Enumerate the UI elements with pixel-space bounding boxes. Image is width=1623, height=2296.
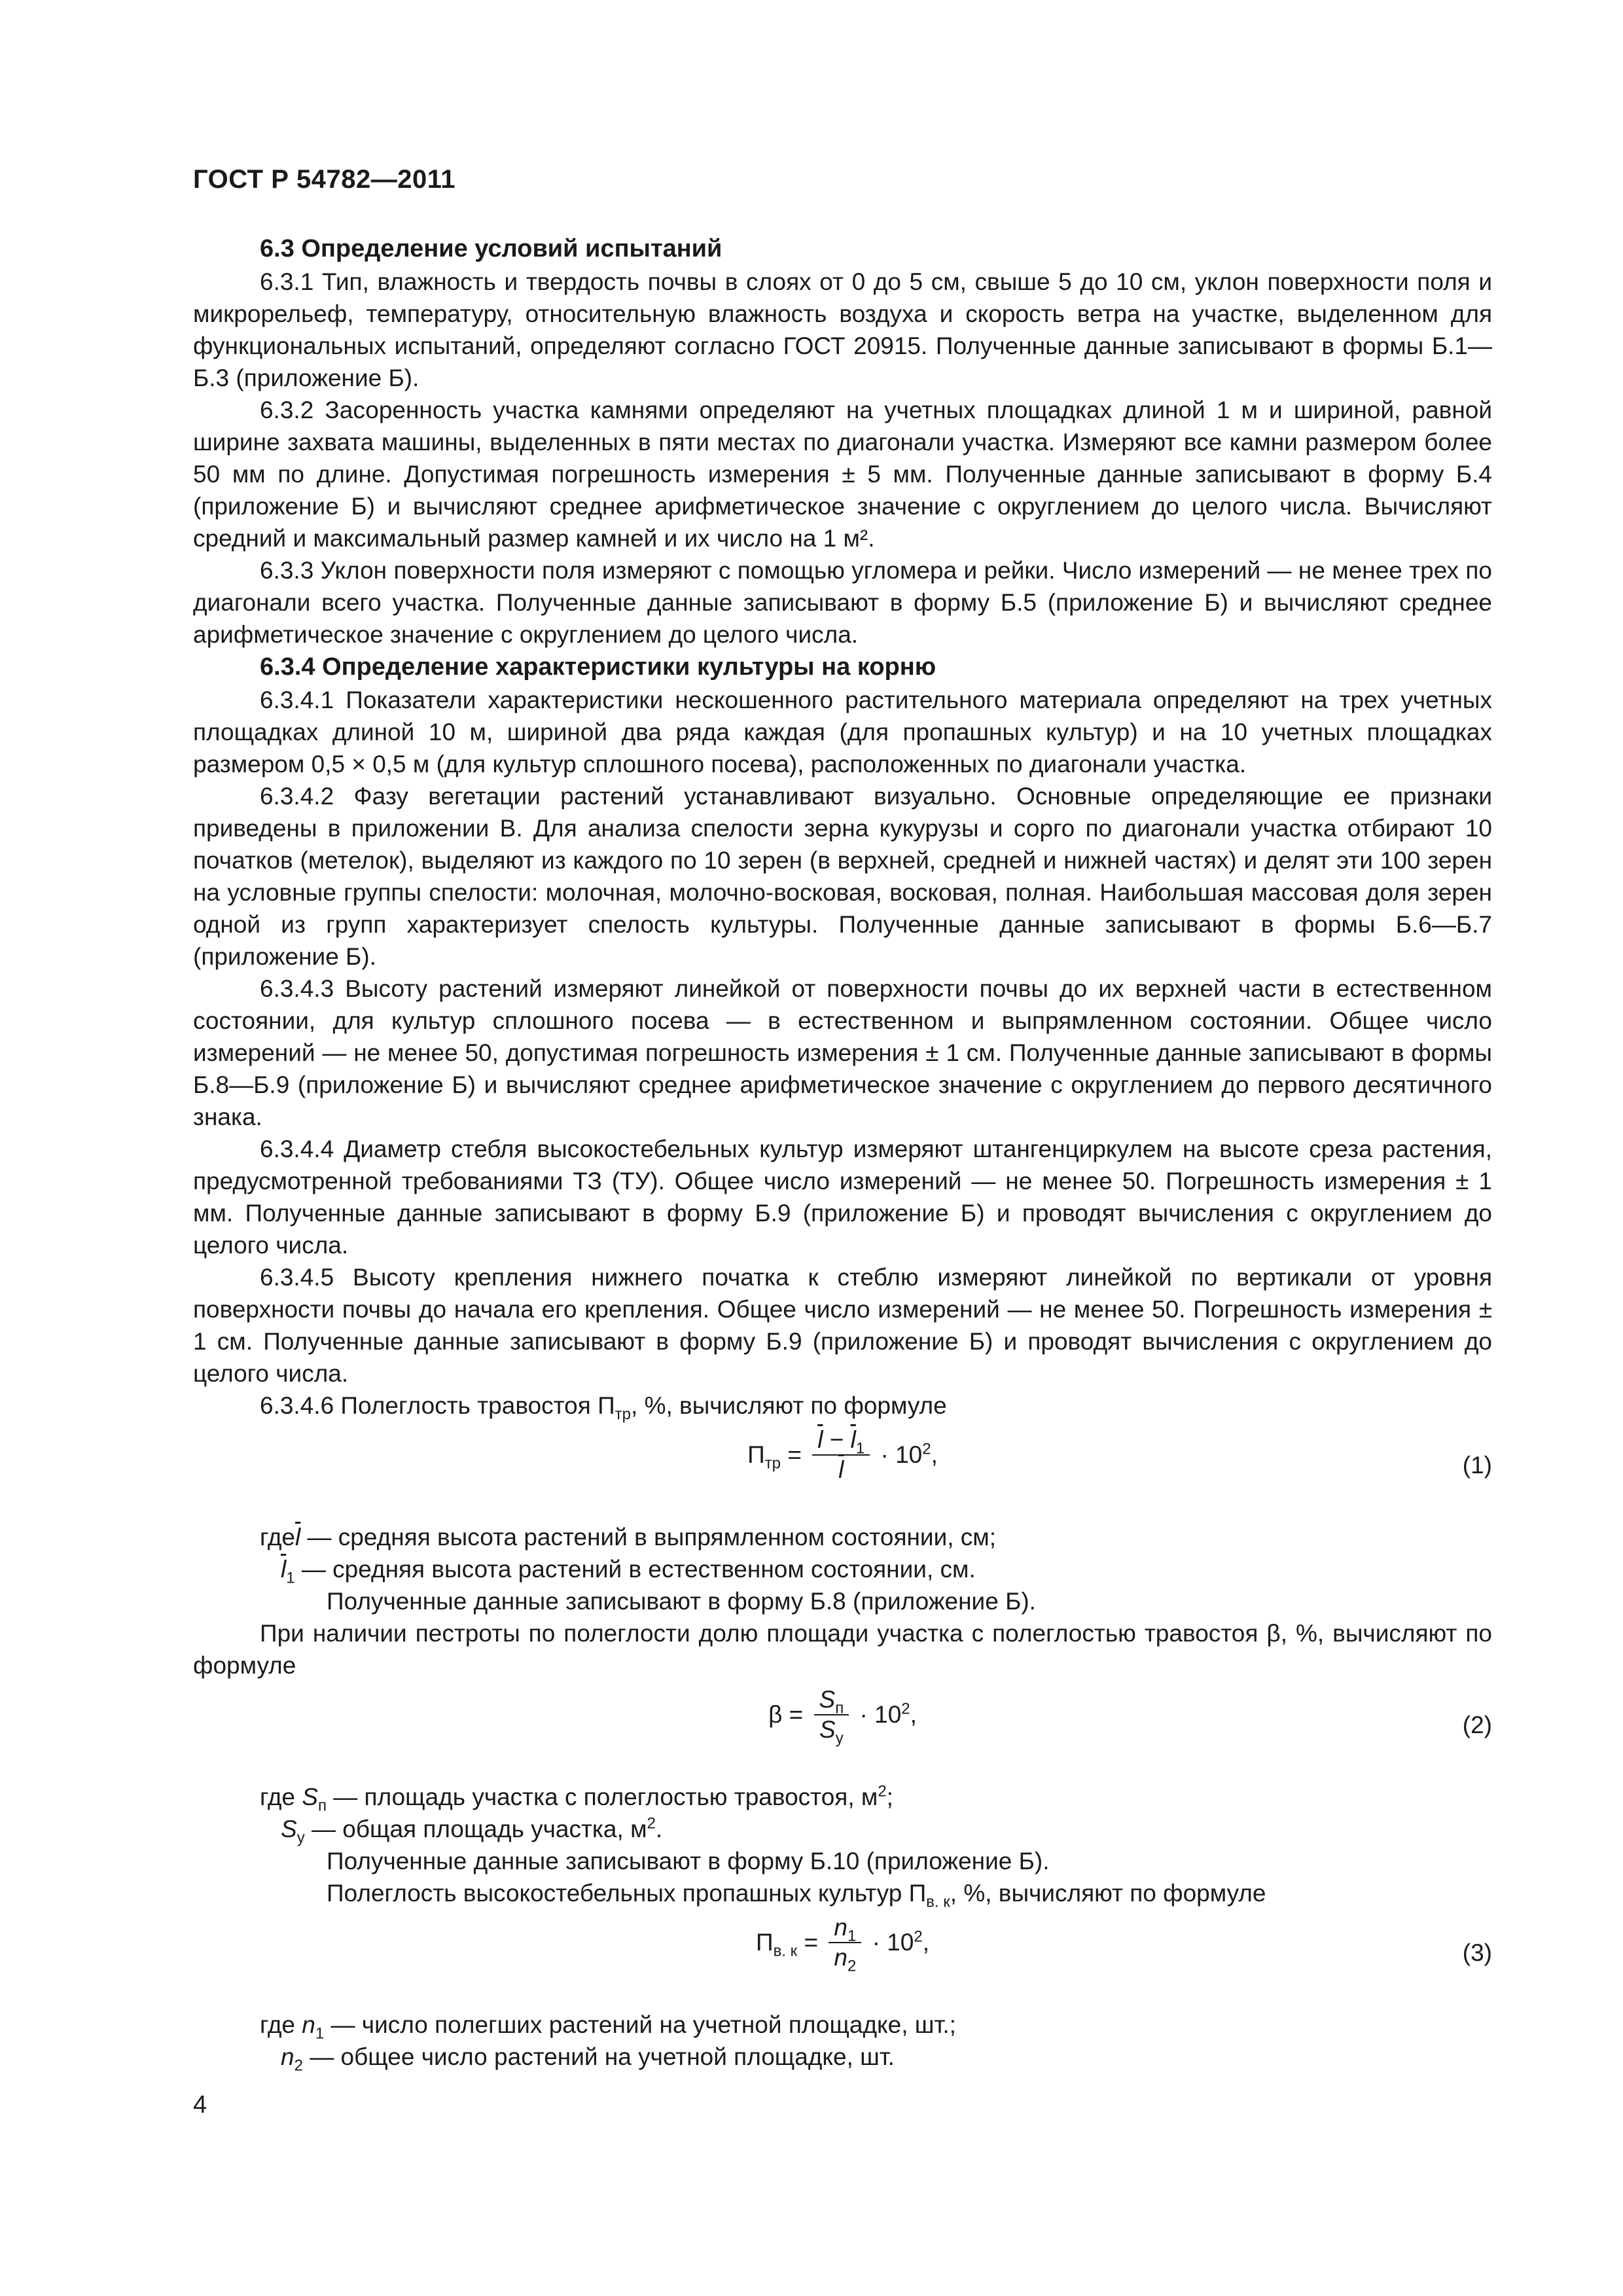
formula-3-number: (3) [1462,1939,1492,1966]
paragraph-6-3-1: 6.3.1 Тип, влажность и твердость почвы в слоях от 0 до 5 см, свыше 5 до 10 см, уклон поверхности поля и микрорельеф, температуру, относительную влажность воздуха и скорость ветра на участке, выделенном для функциональных испытаний, определяют согласно ГОСТ 20915. Полученные данные записывают в формы Б.1—Б.3 (приложение Б). [193,268,1492,391]
formula-2-fraction: $\frac{S_п}{S_у}$ [814,1685,849,1744]
paragraph-6-3-4-1: 6.3.4.1 Показатели характеристики нескошенного растительного материала определяют на трех учетных площадках длиной 10 м, шириной два ряда каждая (для пропашных культур) и на 10 учетных площадках размером 0,5 × 0,5 м (для культур сплошного посева), расположенных по диагонали участка. [193,687,1492,778]
document-body [193,232,1492,2073]
paragraph-6-3-4-5: 6.3.4.5 Высоту крепления нижнего початка к стеблю измеряют линейкой по вертикали от уровня поверхности почвы до начала его крепления. Общее число измерений — не менее 50. Погрешность измерения ± 1 см. Полученные данные записывают в форму Б.9 (приложение Б) и проводят вычисления с округлением до целого числа. [193,1264,1492,1387]
where-1-line-1: $где\overline{l}$ — средняя высота растений в выпрямленном состоянии, см; [260,1524,997,1551]
section-heading-6-3-4: 6.3.4 Определение характеристики культуры на корню [260,653,936,681]
paragraph-6-3-4-4: 6.3.4.4 Диаметр стебля высокостебельных культур измеряют штангенциркулем на высоте среза растения, предусмотренной требованиями ТЗ (ТУ). Общее число измерений — не менее 50. Погрешность измерения ± 1 мм. Полученные данные записывают в форму Б.9 (приложение Б) и проводят вычисления с округлением до целого числа. [193,1136,1492,1259]
paragraph-6-3-4-2: 6.3.4.2 Фазу вегетации растений устанавливают визуально. Основные определяющие ее признаки приведены в приложении В. Для анализа спелости зерна кукурузы и сорго по диагонали участка отбирают 10 початков (метелок), выделяют из каждого по 10 зерен (в верхней, средней и нижней частях) и делят эти 100 зерен на условные группы спелости: молочная, молочно-восковая, восковая, полная. Наибольшая массовая доля зерен одной из групп характеризует спелость культуры. Полученные данные записывают в формы Б.6—Б.7 (приложение Б). [193,783,1492,970]
formula-1-number: (1) [1462,1452,1492,1479]
where-1-note: Полученные данные записывают в форму Б.8 (приложение Б). [327,1588,1036,1615]
formula-3: $П_{в. к}$ = $\frac{n_1}{n_2}$ · $10^2$, (3) [756,1914,1492,1975]
formula-2: β = $\frac{S_п}{S_у}$ · $10^2$, (2) [768,1686,1492,1748]
formula-1-fraction: $\frac{\overline{l} - \overline{l}_1}{l}$ [812,1426,870,1484]
where-2-note: Полученные данные записывают в форму Б.10 (приложение Б). [327,1848,1050,1874]
document-code: ГОСТ Р 54782—2011 [193,165,455,194]
formula-3-intro: Полеглость высокостебельных пропашных культур $П_{в. к}$, %, вычисляют по формуле [327,1880,1266,1911]
paragraph-6-3-3: 6.3.3 Уклон поверхности поля измеряют с помощью угломера и рейки. Число измерений — не менее трех по диагонали всего участка. Полученные данные записывают в форму Б.5 (приложение Б) и вычисляют среднее арифметическое значение с округлением до целого числа. [193,557,1492,648]
where-3-line-1: где $n_1$ — число полегших растений на учетной площадке, шт.; [260,2011,956,2043]
section-heading-6-3: 6.3 Определение условий испытаний [260,235,722,262]
page-number: 4 [193,2091,207,2119]
where-3-line-2: $n_2$ — общее число растений на учетной площадке, шт. [281,2043,895,2075]
where-1-line-2: $\overline{l}_1$ — средняя высота растений в естественном состоянии, см. [281,1556,976,1587]
formula-2-intro: При наличии пестроты по полеглости долю площади участка с полеглостью травостоя β, %, вычисляют по формуле [193,1620,1492,1679]
where-2-line-1: где $S_п$ — площадь участка с полеглостью травостоя, $м^2$; [260,1782,893,1815]
paragraph-6-3-2: 6.3.2 Засоренность участка камнями определяют на учетных площадках длиной 1 м и шириной, равной ширине захвата машины, выделенных в пяти местах по диагонали участка. Измеряют все камни размером более 50 мм по длине. Допустимая погрешность измерения ± 5 мм. Полученные данные записывают в форму Б.4 (приложение Б) и вычисляют среднее арифметическое значение с округлением до целого числа. Вычисляют средний и максимальный размер камней и их число на 1 м². [193,397,1492,552]
where-2-line-2: $S_у$ — общая площадь участка, $м^2$. [281,1814,663,1847]
formula-1: $П_{тр}$ = $\frac{\overline{l} - \overline{l}_1}{l}$ · $10^2$, (1) [747,1426,1492,1483]
formula-3-fraction: $\frac{n_1}{n_2}$ [829,1913,861,1972]
paragraph-6-3-4-3: 6.3.4.3 Высоту растений измеряют линейкой от поверхности почвы до их верхней части в естественном состоянии, для культур сплошного посева — в естественном и выпрямленном состоянии. Общее число измерений — не менее 50, допустимая погрешность измерения ± 1 см. Полученные данные записывают в формы Б.8—Б.9 (приложение Б) и вычисляют среднее арифметическое значение с округлением до первого десятичного знака. [193,975,1492,1130]
formula-2-number: (2) [1462,1712,1492,1738]
paragraph-6-3-4-6: 6.3.4.6 Полеглость травостоя $П_{тр}$, %, вычисляют по формуле [260,1392,947,1424]
